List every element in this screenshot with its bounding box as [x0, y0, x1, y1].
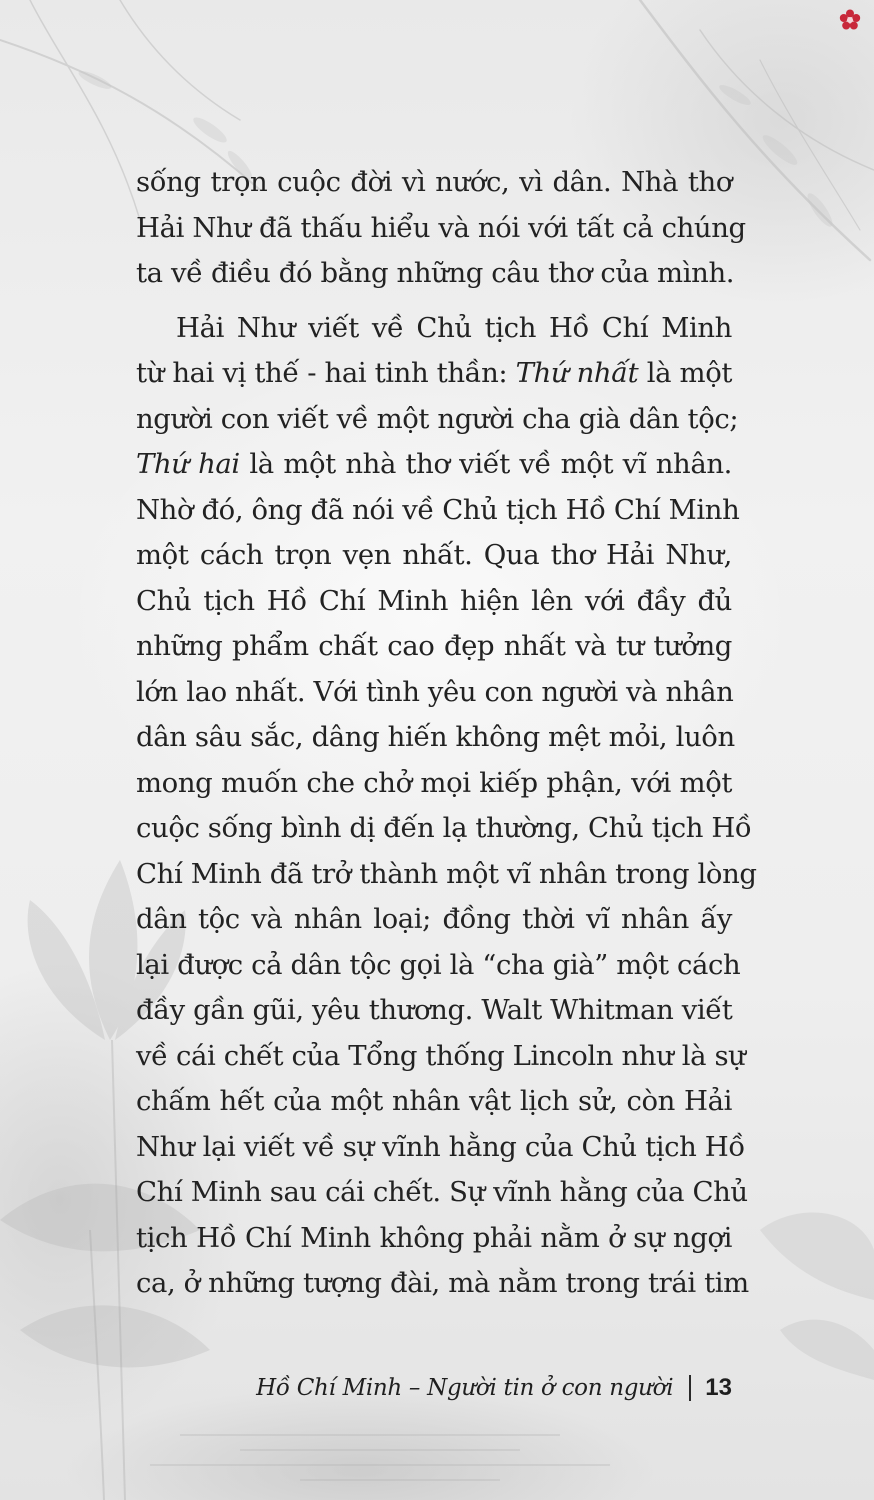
text-line: tịch Hồ Chí Minh không phải nằm ở sự ngợi [136, 1221, 732, 1254]
text-run: là một [638, 357, 732, 389]
italic-run: Thứ nhất [515, 357, 639, 389]
text-line: về cái chết của Tổng thống Lincoln như là sự [136, 1039, 746, 1072]
text-line: chấm hết của một nhân vật lịch sử, còn Hải [136, 1085, 732, 1117]
text-line: một cách trọn vẹn nhất. Qua thơ Hải Như, [136, 539, 732, 571]
text-line: dân tộc và nhân loại; đồng thời vĩ nhân ấy [136, 903, 732, 935]
text-run: từ hai vị thế - hai tinh thần: [136, 357, 516, 389]
text-line: ca, ở những tượng đài, mà nằm trong trái tim [136, 1267, 749, 1299]
text-line [136, 442, 732, 488]
italic-run: Thứ hai [136, 448, 240, 480]
page-number: 13 [705, 1374, 732, 1401]
text-line: dân sâu sắc, dâng hiến không mệt mỏi, luôn [136, 721, 735, 753]
text-line: Nhờ đó, ông đã nói về Chủ tịch Hồ Chí Minh [136, 493, 740, 526]
text-line: Chủ tịch Hồ Chí Minh hiện lên với đầy đủ [136, 584, 732, 617]
text-line: Như lại viết về sự vĩnh hằng của Chủ tịch Hồ [136, 1130, 745, 1163]
text-line: Hải Như đã thấu hiểu và nói với tất cả chúng [136, 211, 746, 244]
flower-icon [838, 8, 862, 32]
text-line: Chí Minh sau cái chết. Sự vĩnh hằng của Chủ [136, 1176, 748, 1208]
text-line: người con viết về một người cha già dân tộc; [136, 402, 739, 435]
text-line: sống trọn cuộc đời vì nước, vì dân. Nhà thơ [136, 166, 732, 198]
text-line [136, 351, 732, 397]
text-line: cuộc sống bình dị đến lạ thường, Chủ tịch Hồ [136, 812, 752, 844]
footer-divider [689, 1375, 691, 1401]
text-line: mong muốn che chở mọi kiếp phận, với một [136, 766, 732, 799]
text-line: Hải Như viết về Chủ tịch Hồ Chí Minh [176, 311, 732, 344]
text-line: lại được cả dân tộc gọi là “cha già” một cách [136, 948, 741, 981]
text-line: những phẩm chất cao đẹp nhất và tư tưởng [136, 630, 732, 662]
book-title: Hồ Chí Minh – Người tin ở con người [256, 1375, 674, 1401]
page-footer [256, 1370, 732, 1406]
text-line: lớn lao nhất. Với tình yêu con người và nhân [136, 675, 734, 708]
text-line: đầy gần gũi, yêu thương. Walt Whitman viết [136, 994, 733, 1026]
body-text [136, 160, 757, 1307]
text-line: Chí Minh đã trở thành một vĩ nhân trong lòng [136, 857, 757, 890]
text-line: ta về điều đó bằng những câu thơ của mình. [136, 257, 735, 289]
text-run: là một nhà thơ viết về một vĩ nhân. [239, 448, 733, 480]
